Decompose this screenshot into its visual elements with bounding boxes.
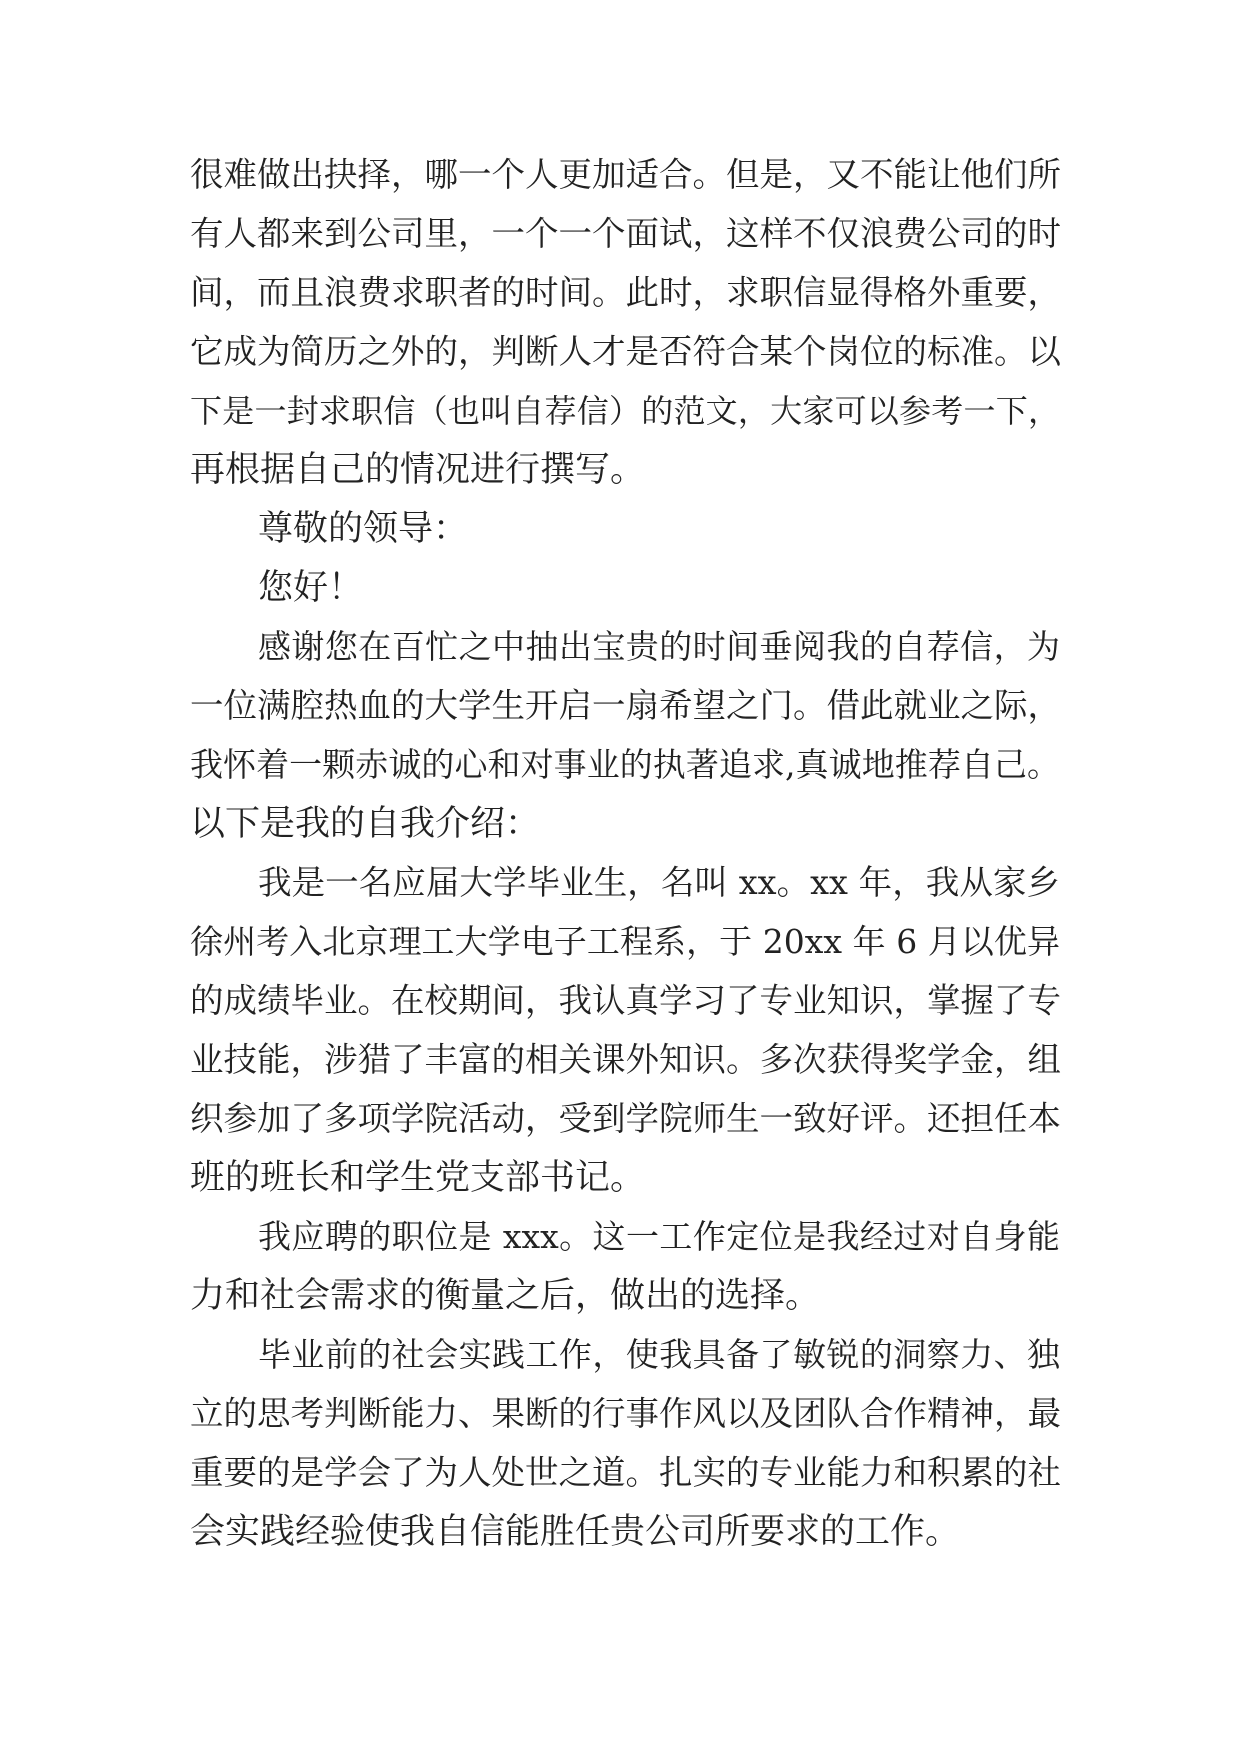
- text-line: 的成绩毕业。在校期间，我认真学习了专业知识，掌握了专: [190, 981, 1061, 1020]
- text-line: 我怀着一颗赤诚的心和对事业的执著追求,真诚地推荐自己。: [190, 745, 1060, 784]
- greeting: 您好！: [258, 568, 364, 608]
- text-line: 毕业前的社会实践工作，使我具备了敏锐的洞察力、独: [258, 1335, 1060, 1374]
- text-line: 有人都来到公司里，一个一个面试，这样不仅浪费公司的时: [190, 214, 1061, 253]
- text-line: 班的班长和学生党支部书记。: [190, 1158, 646, 1198]
- text-line: 很难做出抉择，哪一个人更加适合。但是，又不能让他们所: [190, 155, 1061, 194]
- text-line: 我是一名应届大学毕业生，名叫 xx。xx 年，我从家乡: [258, 863, 1060, 902]
- text-line: 立的思考判断能力、果断的行事作风以及团队合作精神，最: [190, 1394, 1061, 1433]
- text-line: 力和社会需求的衡量之后，做出的选择。: [190, 1276, 821, 1316]
- salutation: 尊敬的领导：: [258, 509, 469, 549]
- text-line: 会实践经验使我自信能胜任贵公司所要求的工作。: [190, 1512, 961, 1552]
- text-line: 业技能，涉猎了丰富的相关课外知识。多次获得奖学金，组: [190, 1040, 1061, 1079]
- text-line: 它成为简历之外的，判断人才是否符合某个岗位的标准。以: [190, 332, 1061, 371]
- text-line: 徐州考入北京理工大学电子工程系，于 20xx 年 6 月以优异: [190, 922, 1060, 961]
- text-line: 间，而且浪费求职者的时间。此时，求职信显得格外重要，: [190, 273, 1061, 312]
- text-line: 以下是我的自我介绍：: [190, 804, 541, 844]
- text-line: 重要的是学会了为人处世之道。扎实的专业能力和积累的社: [190, 1453, 1061, 1492]
- text-line: 下是一封求职信（也叫自荐信）的范文，大家可以参考一下，: [190, 392, 1060, 430]
- text-line: 我应聘的职位是 xxx。这一工作定位是我经过对自身能: [258, 1217, 1060, 1256]
- text-line: 感谢您在百忙之中抽出宝贵的时间垂阅我的自荐信，为: [258, 627, 1060, 666]
- text-line: 织参加了多项学院活动，受到学院师生一致好评。还担任本: [190, 1099, 1061, 1138]
- text-line: 再根据自己的情况进行撰写。: [190, 450, 646, 490]
- text-line: 一位满腔热血的大学生开启一扇希望之门。借此就业之际，: [190, 686, 1061, 725]
